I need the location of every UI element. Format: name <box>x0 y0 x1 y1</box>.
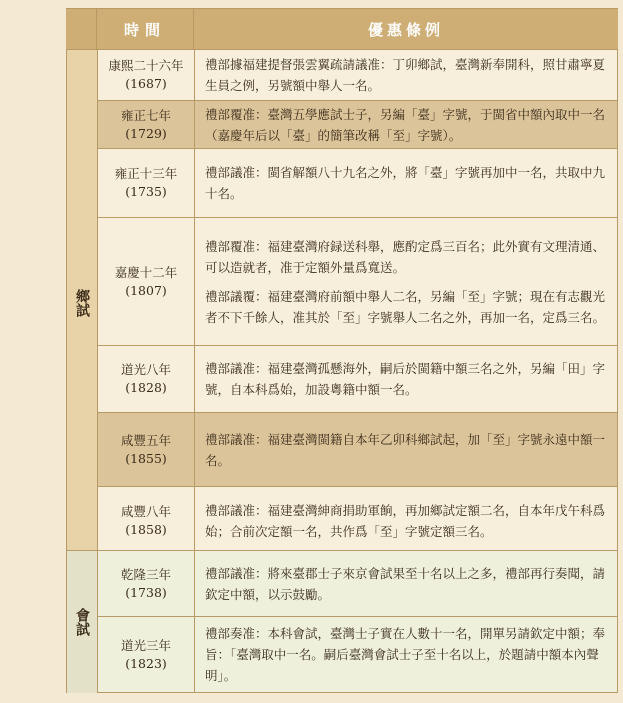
era-name: 乾隆三年 <box>120 566 171 582</box>
policy-cell <box>195 487 617 555</box>
year-number: (1687) <box>125 76 167 91</box>
provincial-body <box>66 50 618 556</box>
policy-cell <box>195 617 617 692</box>
policy-text: 禮部覆准：福建臺灣府録送科舉，應酌定爲三百名；此外實有文理清通、可以造就者，准于定額外量爲寬送。 <box>205 238 606 275</box>
era-name: 康熙二十六年 <box>108 58 184 73</box>
era-name: 雍正七年 <box>120 107 171 123</box>
policy-text: 禮部議准：福建臺灣閩籍自本年乙卯科鄉試起，加「至」字號永遠中額一名。 <box>205 431 606 468</box>
table-row <box>98 487 617 556</box>
metropolitan-body <box>66 550 618 693</box>
year-number: (1729) <box>125 125 167 141</box>
time-cell <box>98 50 195 100</box>
year-number: (1807) <box>125 282 167 298</box>
category-label-metropolitan: 會試 <box>67 551 98 693</box>
year-number: (1735) <box>125 184 167 199</box>
metropolitan-rows <box>98 551 617 693</box>
policy-text: 禮部議准：福建臺灣紳商捐助軍餉，再加鄉試定額二名，自本年戊午科爲始；合前次定額一名，共作爲「至」字號定額三名。 <box>205 503 606 539</box>
time-cell <box>98 346 195 412</box>
year-number: (1828) <box>125 380 167 395</box>
table-row <box>98 617 617 693</box>
policy-text: 禮部議准：閩省解額八十九名之外，將「臺」字號再加中一名，共取中九十名。 <box>205 165 606 201</box>
policy-text: 禮部據福建提督張雲翼疏請議准：丁卯鄉試，臺灣新奉開科，照甘肅寧夏生員之例，另號額中舉人一名。 <box>205 57 606 93</box>
policy-text: 禮部議准：將來臺郡士子來京會試果至十名以上之多，禮部再行奏聞，請欽定中額，以示鼓勵。 <box>205 565 606 602</box>
table-header <box>66 8 618 50</box>
metropolitan-exam-table <box>66 550 618 693</box>
time-cell <box>98 617 195 692</box>
era-name: 咸豐八年 <box>120 504 171 519</box>
provincial-rows <box>98 50 617 556</box>
policy-cell <box>195 218 617 345</box>
policy-text: 禮部議覆：福建臺灣府前額中舉人二名，另編「至」字號；現在有志觀光者不下千餘人，准其於「至」字號舉人二名之外，再加一名，定爲三名。 <box>205 288 606 325</box>
table-row <box>98 413 617 487</box>
era-name: 道光三年 <box>120 637 171 653</box>
policy-text: 禮部覆准：臺灣五學應試士子，另編「臺」字號，于閩省中額內取中一名（嘉慶年后以「臺」的簡筆改稱「至」字號）。 <box>205 106 606 143</box>
year-number: (1823) <box>125 655 167 671</box>
provincial-exam-table <box>66 8 618 556</box>
era-name: 嘉慶十二年 <box>114 264 178 280</box>
header-category-cell <box>66 9 97 49</box>
policy-text: 禮部議准：福建臺灣孤懸海外，嗣后於閩籍中額三名之外，另編「田」字號，自本科爲始，加設粵籍中額一名。 <box>205 361 606 397</box>
policy-cell <box>195 413 617 486</box>
time-cell <box>98 101 195 148</box>
era-name: 道光八年 <box>120 362 171 377</box>
policy-cell <box>195 346 617 412</box>
policy-cell <box>195 101 617 148</box>
time-cell <box>98 413 195 486</box>
year-number: (1738) <box>125 584 167 600</box>
policy-cell <box>195 551 617 616</box>
year-number: (1858) <box>125 522 167 537</box>
table-row <box>98 551 617 617</box>
table-row <box>98 50 617 101</box>
policy-text: 禮部奏准：本科會試，臺灣士子實在人數十一名，開單另請欽定中額；奉旨：「臺灣取中一名。嗣后臺灣會試士子至十名以上，於題請中額本內聲明」。 <box>205 626 606 683</box>
year-number: (1855) <box>125 450 167 466</box>
policy-cell <box>195 50 617 100</box>
time-cell <box>98 551 195 616</box>
header-policy: 優惠條例 <box>367 20 444 39</box>
era-name: 咸豐五年 <box>120 432 171 448</box>
era-name: 雍正十三年 <box>114 166 178 181</box>
header-time: 時間 <box>97 9 194 49</box>
policy-cell <box>195 149 617 217</box>
time-cell <box>98 218 195 345</box>
table-row <box>98 346 617 413</box>
time-cell <box>98 487 195 555</box>
table-row <box>98 101 617 149</box>
table-row <box>98 218 617 346</box>
time-cell <box>98 149 195 217</box>
table-row <box>98 149 617 218</box>
category-label-provincial: 鄉試 <box>67 50 98 556</box>
